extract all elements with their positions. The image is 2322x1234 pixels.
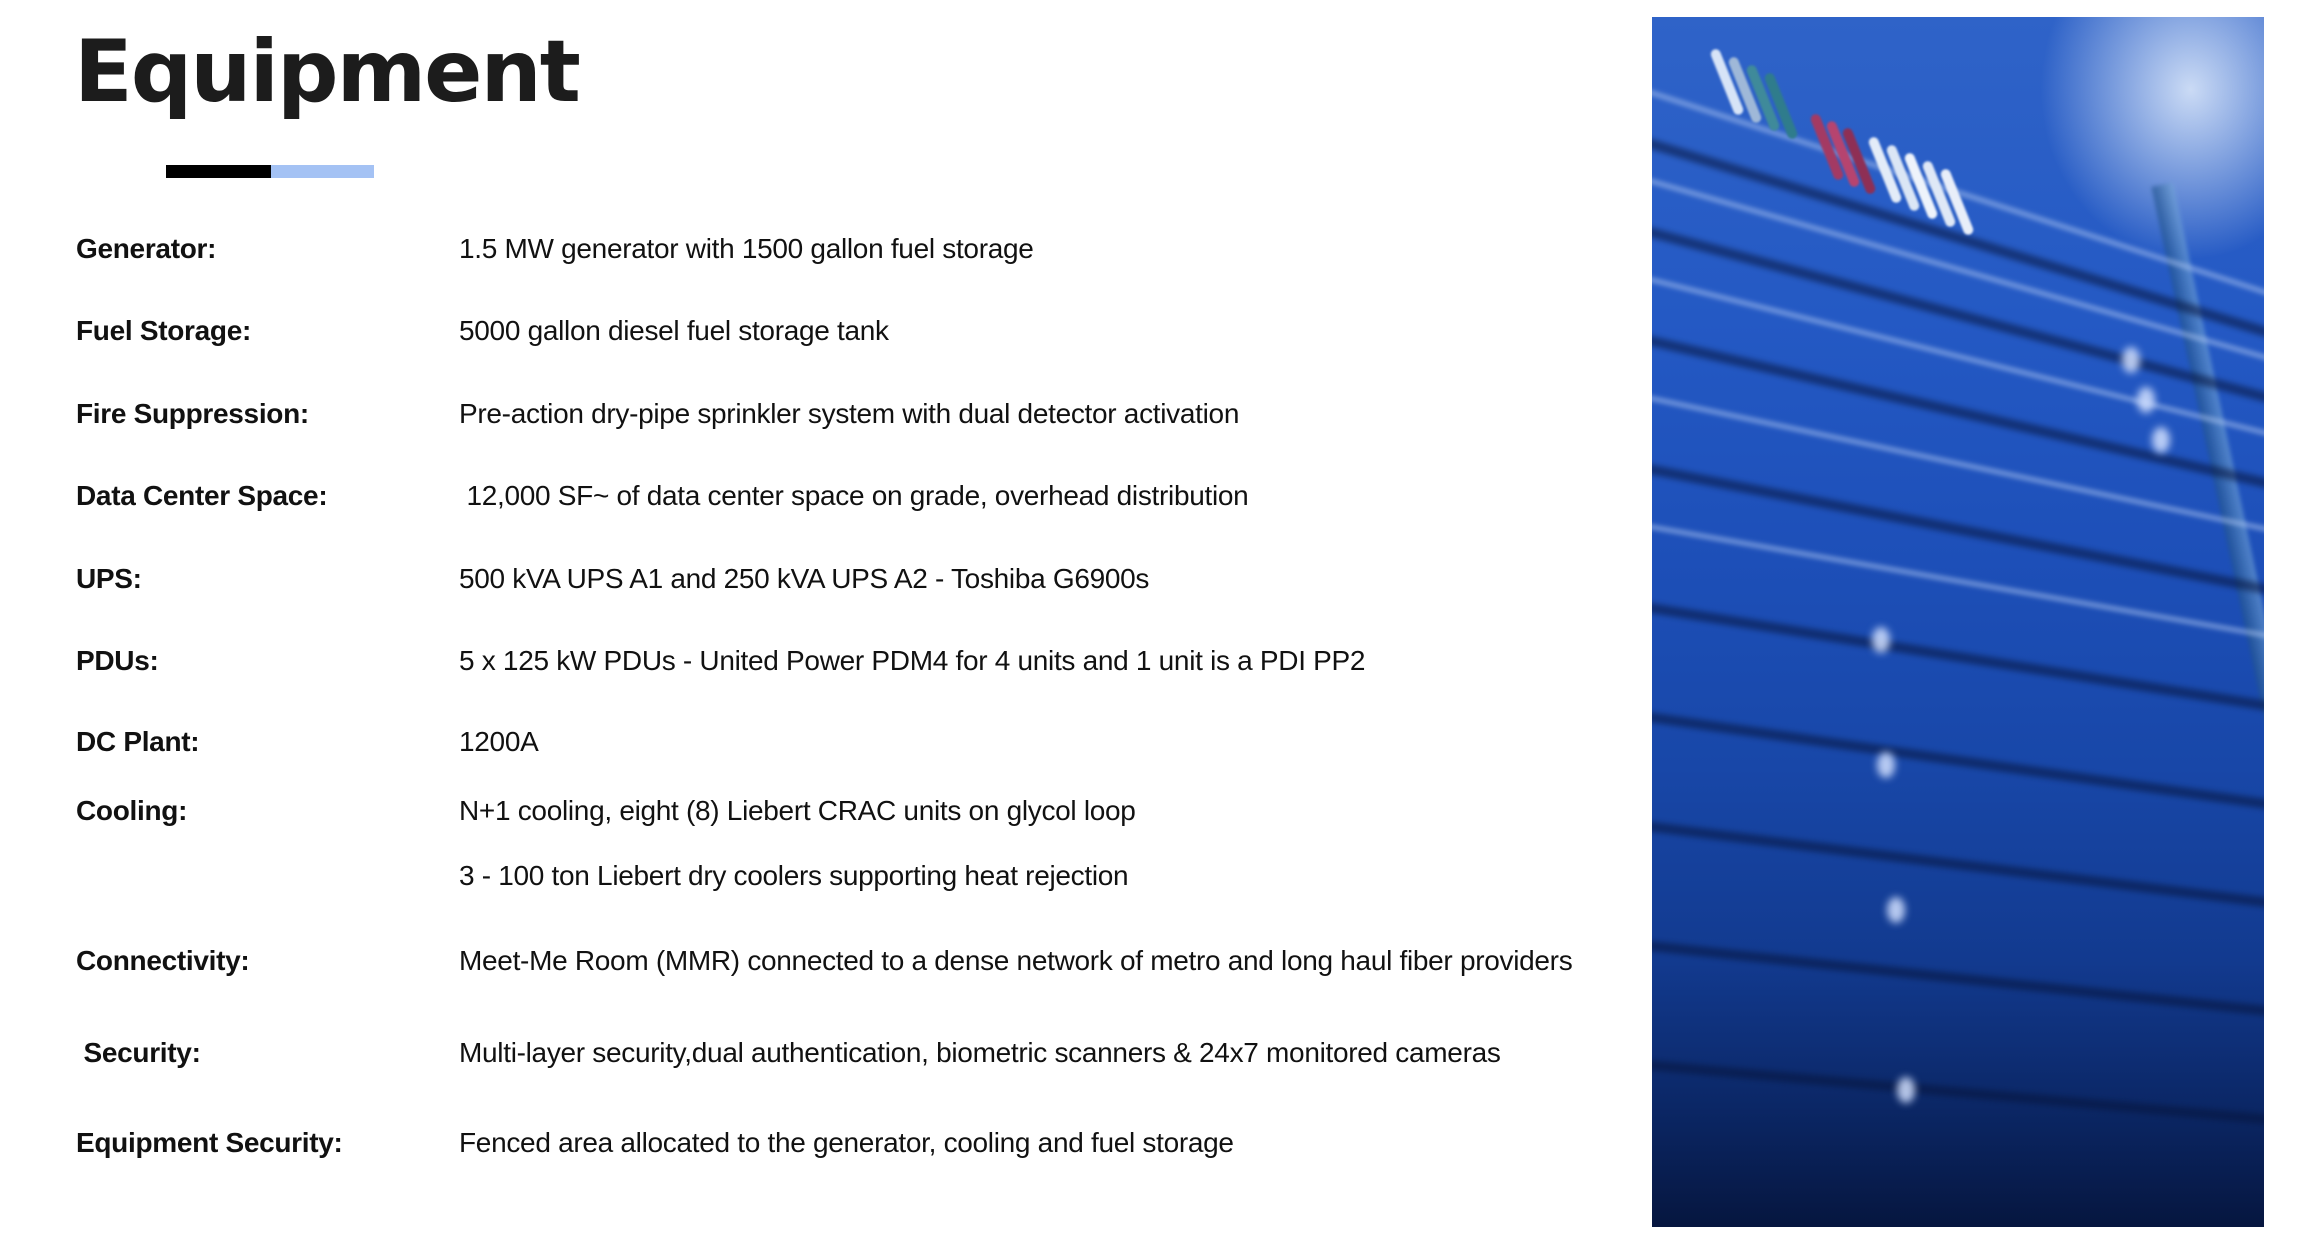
spec-label: Connectivity:: [76, 945, 250, 976]
rack-light: [1887, 897, 1905, 923]
rack-shadow: [1652, 1057, 2264, 1133]
title-underline-black: [166, 165, 271, 178]
page-title: Equipment: [74, 22, 579, 122]
spec-value: Meet-Me Room (MMR) connected to a dense network of metro and long haul fiber providers: [459, 945, 1573, 976]
spec-label: Generator:: [76, 233, 217, 264]
rack-shadow: [1652, 937, 2264, 1026]
spec-value: Pre-action dry-pipe sprinkler system with dual detector activation: [459, 398, 1240, 429]
rack-light: [1877, 752, 1895, 778]
spec-value: 1200A: [459, 726, 539, 757]
server-rack-photo: [1652, 17, 2264, 1227]
rack-light: [1897, 1077, 1915, 1103]
spec-value: N+1 cooling, eight (8) Liebert CRAC units on glycol loop: [459, 795, 1136, 826]
spec-label: Equipment Security:: [76, 1127, 343, 1158]
spec-value: Multi-layer security,dual authentication, biometric scanners & 24x7 monitored cameras: [459, 1037, 1501, 1068]
spec-value: 5000 gallon diesel fuel storage tank: [459, 315, 889, 346]
rack-light: [2137, 387, 2155, 413]
spec-label: Cooling:: [76, 795, 188, 826]
rack-shadow: [1652, 817, 2264, 920]
rack-light: [1872, 627, 1890, 653]
spec-label: Security:: [76, 1037, 201, 1068]
spec-label: Data Center Space:: [76, 480, 328, 511]
spec-value: 1.5 MW generator with 1500 gallon fuel storage: [459, 233, 1034, 264]
rack-highlight: [1652, 517, 2264, 655]
spec-label: UPS:: [76, 563, 142, 594]
spec-value: Fenced area allocated to the generator, cooling and fuel storage: [459, 1127, 1234, 1158]
spec-label: Fire Suppression:: [76, 398, 309, 429]
spec-label: PDUs:: [76, 645, 159, 676]
rack-light: [2152, 427, 2170, 453]
spec-value: 3 - 100 ton Liebert dry coolers supporting heat rejection: [459, 860, 1129, 891]
rack-shadow: [1652, 707, 2264, 823]
spec-value: 12,000 SF~ of data center space on grade, overhead distribution: [459, 480, 1249, 511]
rack-shadow: [1652, 457, 2264, 612]
spec-value: 500 kVA UPS A1 and 250 kVA UPS A2 - Toshiba G6900s: [459, 563, 1150, 594]
title-underline-blue: [271, 165, 374, 178]
spec-label: DC Plant:: [76, 726, 200, 757]
spec-value: 5 x 125 kW PDUs - United Power PDM4 for 4 units and 1 unit is a PDI PP2: [459, 645, 1366, 676]
rack-light: [2122, 347, 2140, 373]
spec-label: Fuel Storage:: [76, 315, 252, 346]
